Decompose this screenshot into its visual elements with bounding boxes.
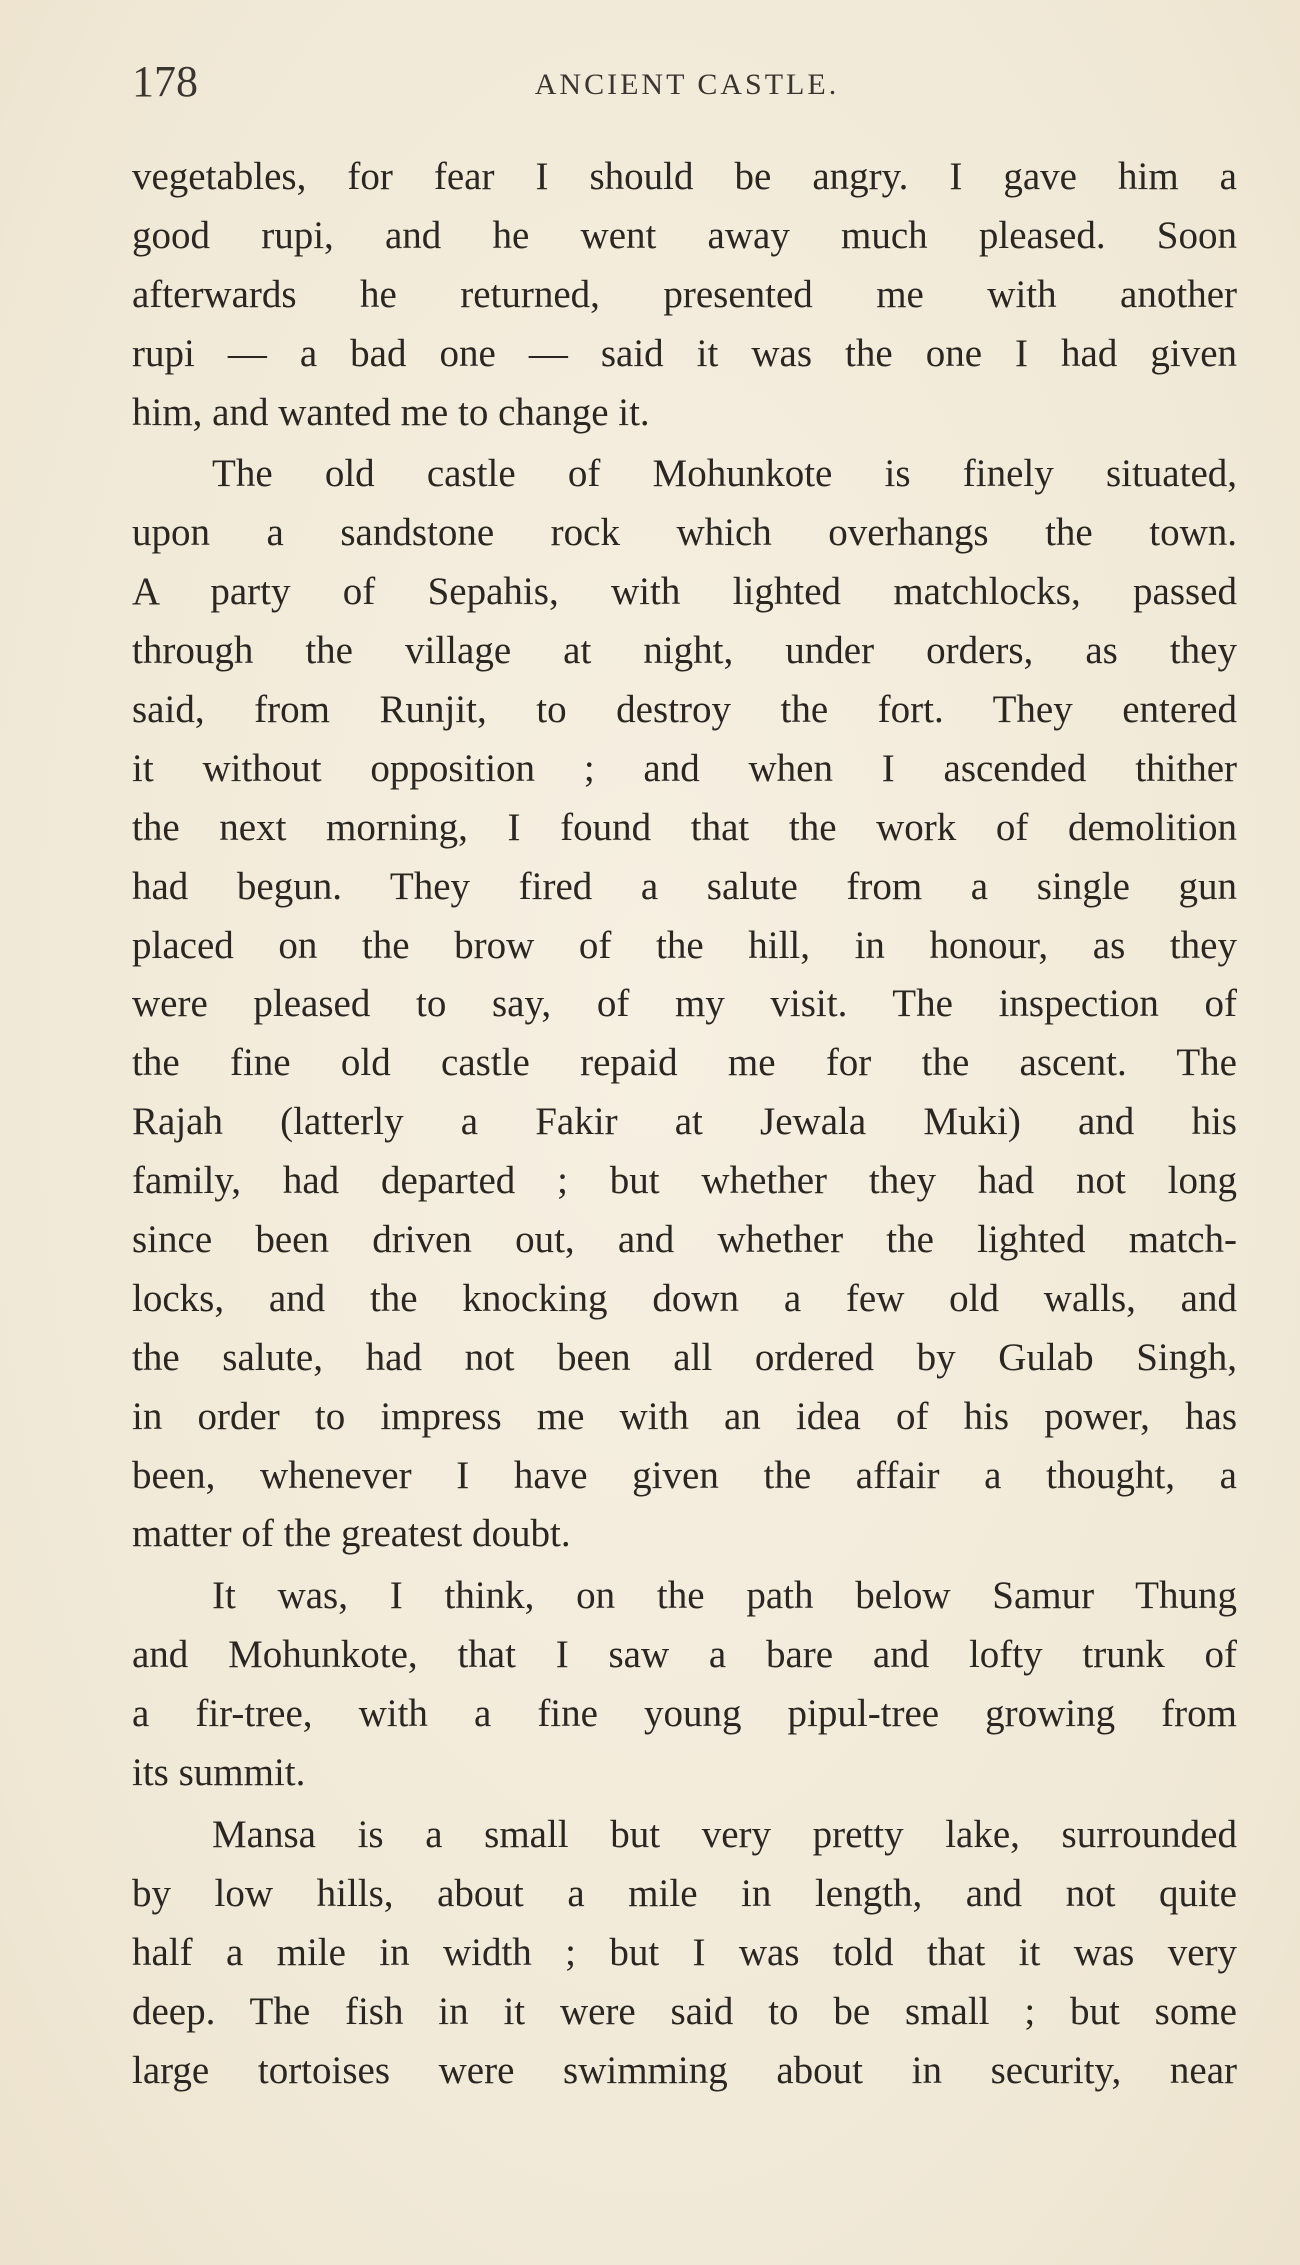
text-line: The old castle of Mohunkote is finely situated, [212, 452, 1237, 496]
text-line: Mansa is a small but very pretty lake, surrounded [212, 1812, 1237, 1856]
running-title: ANCIENT CASTLE. [534, 68, 840, 101]
body-text [132, 148, 1237, 2100]
text-line: upon a sandstone rock which overhangs the town. [132, 511, 1237, 555]
text-line: matter of the greatest doubt. [132, 1512, 571, 1556]
text-line: through the village at night, under orders, as they [132, 629, 1237, 673]
text-line: Rajah (latterly a Fakir at Jewala Muki) and his [132, 1100, 1237, 1144]
text-line: deep. The fish in it were said to be small ; but some [132, 1989, 1237, 2033]
text-line: the next morning, I found that the work of demolition [132, 805, 1237, 849]
text-line: placed on the brow of the hill, in honour, as they [132, 923, 1237, 967]
text-line: half a mile in width ; but I was told that it was very [132, 1930, 1237, 1974]
page-number: 178 [132, 57, 198, 106]
text-line: family, had departed ; but whether they had not long [132, 1159, 1237, 1203]
paragraph [132, 148, 1237, 442]
text-line: and Mohunkote, that I saw a bare and lofty trunk of [132, 1633, 1237, 1677]
text-line: large tortoises were swimming about in security, near [132, 2048, 1237, 2092]
text-line: been, whenever I have given the affair a thought, a [132, 1453, 1237, 1497]
text-line: by low hills, about a mile in length, and not quite [132, 1871, 1237, 1915]
text-line: afterwards he returned, presented me with another [132, 272, 1237, 316]
text-line: had begun. They fired a salute from a single gun [132, 864, 1237, 908]
text-line: rupi — a bad one — said it was the one I had given [132, 331, 1237, 375]
text-line: its summit. [132, 1751, 306, 1795]
text-line: the salute, had not been all ordered by Gulab Singh, [132, 1335, 1237, 1379]
text-line: It was, I think, on the path below Samur Thung [212, 1574, 1237, 1618]
text-line: him, and wanted me to change it. [132, 390, 650, 434]
text-line: the fine old castle repaid me for the ascent. The [132, 1041, 1237, 1085]
text-line: vegetables, for fear I should be angry. I gave him a [132, 155, 1237, 198]
running-head [132, 52, 1242, 112]
text-line: in order to impress me with an idea of his power, has [132, 1394, 1237, 1438]
paragraph [132, 1567, 1237, 1803]
text-line: good rupi, and he went away much pleased. Soon [132, 213, 1237, 257]
paragraph [132, 1806, 1237, 2100]
text-line: were pleased to say, of my visit. The inspection of [132, 982, 1237, 1026]
text-line: it without opposition ; and when I ascended thither [132, 746, 1237, 790]
text-line: a fir-tree, with a fine young pipul-tree growing from [132, 1692, 1237, 1736]
text-line: since been driven out, and whether the lighted match- [132, 1218, 1237, 1262]
text-line: locks, and the knocking down a few old walls, and [132, 1276, 1237, 1320]
text-line: said, from Runjit, to destroy the fort. They entered [132, 688, 1237, 732]
text-line: A party of Sepahis, with lighted matchlocks, passed [132, 570, 1237, 614]
paragraph [132, 445, 1237, 1564]
